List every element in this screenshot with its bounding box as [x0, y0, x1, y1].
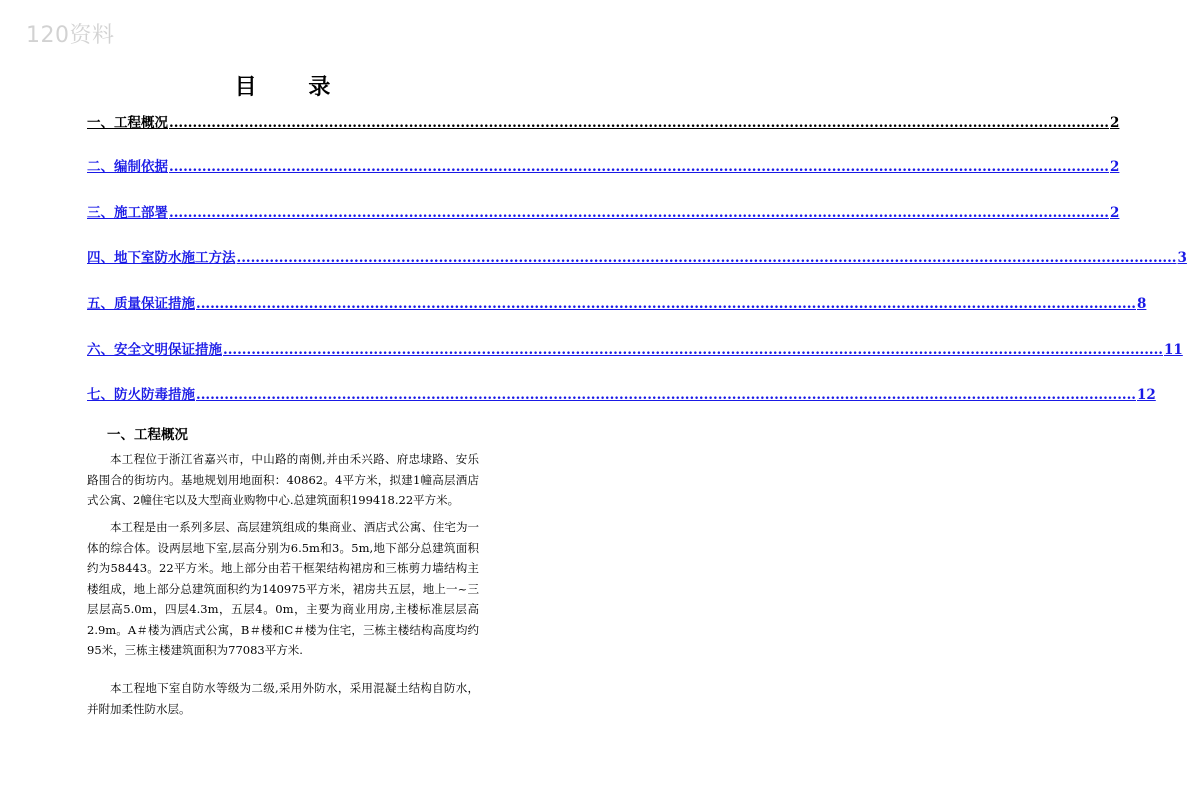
toc-entry-label: 四、地下室防水施工方法: [87, 250, 236, 266]
toc-entry-page: 2: [1110, 205, 1120, 221]
toc-entry-basis[interactable]: [87, 156, 1120, 176]
toc-entry-page: 2: [1110, 115, 1120, 131]
toc-entry-label: 二、编制依据: [87, 159, 168, 175]
toc-entry-label: 一、工程概况: [87, 115, 168, 131]
toc-entry-page: 8: [1137, 296, 1147, 312]
section-heading: 一、工程概况: [107, 427, 188, 443]
toc-leader-dots: ........................................................................................................................................................................................................: [196, 387, 1136, 403]
toc-entry-safety[interactable]: [87, 339, 1183, 359]
toc-entry-label: 七、防火防毒措施: [87, 387, 195, 403]
toc-entry-deployment[interactable]: [87, 202, 1120, 222]
body-paragraph: 本工程是由一系列多层、高层建筑组成的集商业、酒店式公寓、住宅为一体的综合体。设两层地下室,层高分别为6.5m和3。5m,地下部分总建筑面积约为58443。22平方米。地上部分由若干框架结构裙房和三栋剪力墙结构主楼组成，地上部分总建筑面积约为140975平方米，裙房共五层，地上一~三层层高5.0m，四层4.3m，五层4。0m，主要为商业用房,主楼标准层层高2.9m。A＃楼为酒店式公寓，B＃楼和C＃楼为住宅，三栋主楼结构高度均约95米，三栋主楼建筑面积为77083平方米.: [87, 520, 479, 657]
toc-leader-dots: ........................................................................................................................................................................................................: [169, 159, 1109, 175]
toc-leader-dots: ........................................................................................................................................................................................................: [169, 115, 1109, 131]
toc-entry-quality[interactable]: [87, 293, 1147, 313]
toc-leader-dots: ........................................................................................................................................................................................................: [223, 342, 1163, 358]
toc-entry-page: 11: [1164, 342, 1183, 358]
toc-leader-dots: ........................................................................................................................................................................................................: [236, 250, 1177, 266]
toc-entry-waterproofing[interactable]: [87, 247, 1187, 267]
toc-entry-overview[interactable]: [87, 112, 1120, 132]
toc-entry-fire[interactable]: [87, 384, 1156, 404]
page-title: 目 录: [234, 74, 353, 100]
toc-leader-dots: ........................................................................................................................................................................................................: [196, 296, 1136, 312]
toc-entry-page: 2: [1110, 159, 1120, 175]
body-paragraph: 本工程位于浙江省嘉兴市，中山路的南侧,并由禾兴路、府忠埭路、安乐路围合的街坊内。基地规划用地面积：40862。4平方米，拟建1幢高层酒店式公寓、2幢住宅以及大型商业购物中心.总建筑面积199418.22平方米。: [87, 452, 479, 507]
toc-entry-page: 3: [1177, 250, 1187, 266]
body-paragraph: 本工程地下室自防水等级为二级,采用外防水，采用混凝土结构自防水，并附加柔性防水层。: [87, 681, 479, 716]
toc-entry-label: 三、施工部署: [87, 205, 168, 221]
toc-entry-page: 12: [1137, 387, 1156, 403]
watermark: 120资料: [26, 23, 115, 48]
toc-entry-label: 五、质量保证措施: [87, 296, 195, 312]
toc-leader-dots: ........................................................................................................................................................................................................: [169, 205, 1109, 221]
toc-entry-label: 六、安全文明保证措施: [87, 342, 222, 358]
